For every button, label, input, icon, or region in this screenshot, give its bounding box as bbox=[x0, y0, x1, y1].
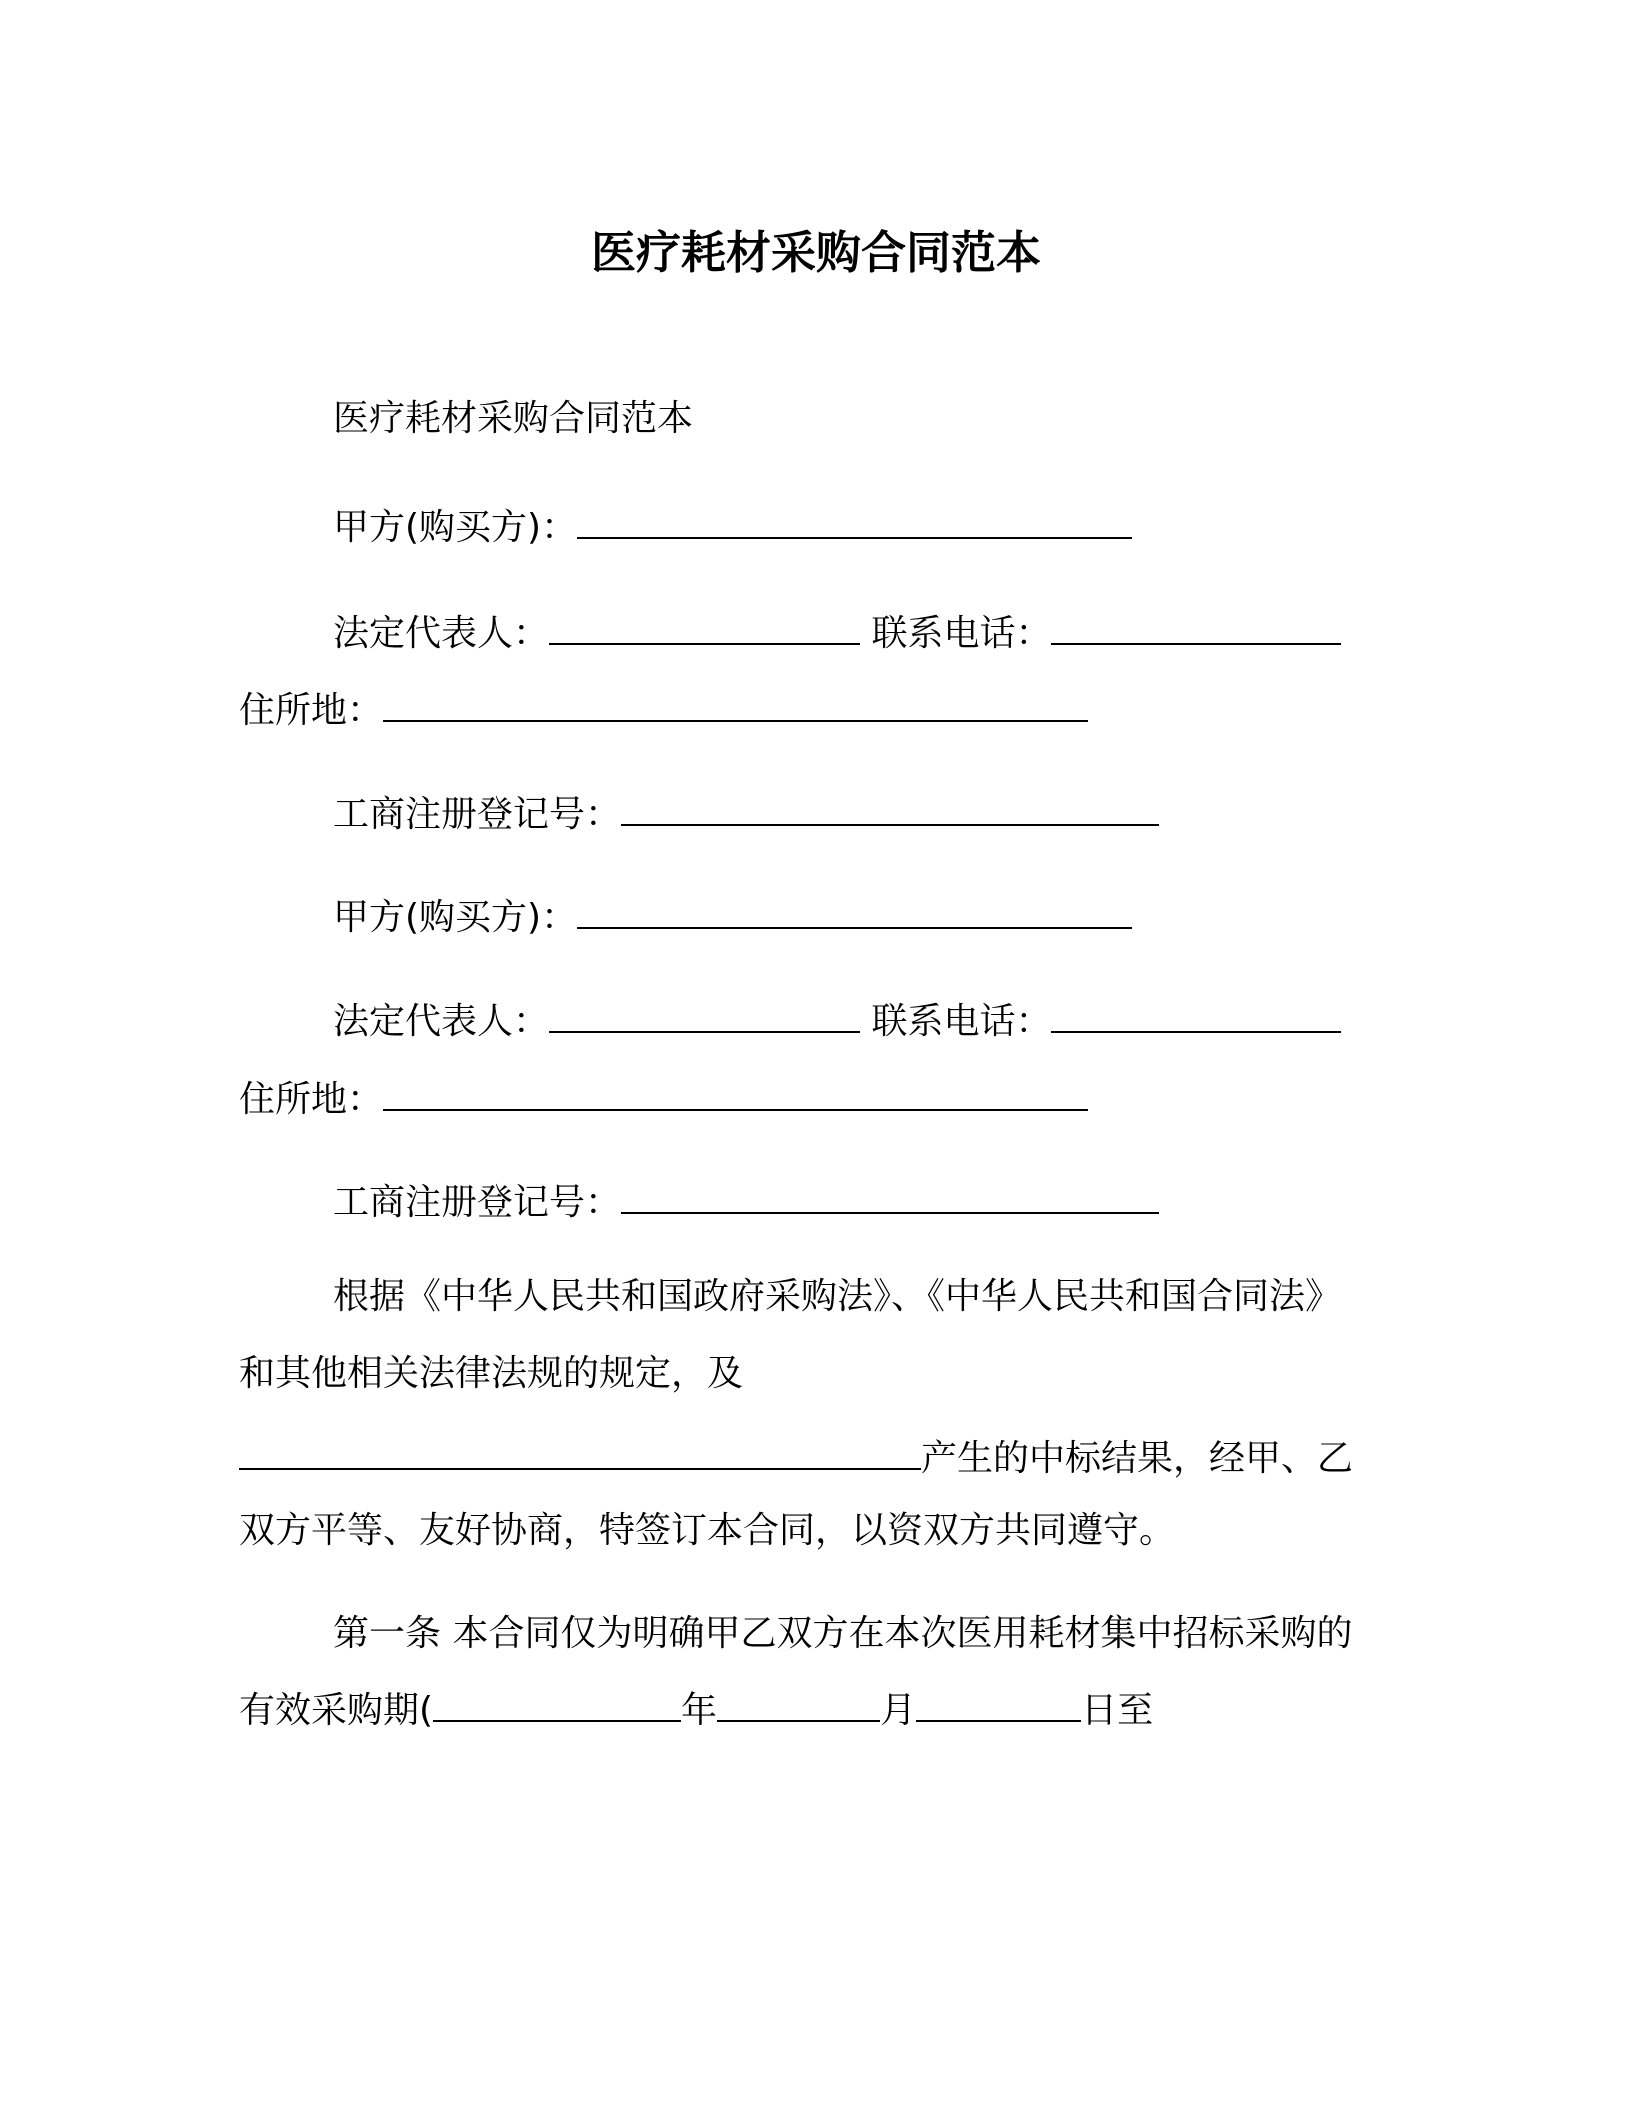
day-blank bbox=[916, 1686, 1081, 1722]
legal-rep-blank bbox=[549, 997, 860, 1033]
article-1-line-1: 第一条 本合同仅为明确甲乙双方在本次医用耗材集中招标采购的 bbox=[333, 1613, 1353, 1654]
phone-label: 联系电话： bbox=[871, 1001, 1052, 1042]
preamble-line-3-text: 产生的中标结果，经甲、乙 bbox=[921, 1438, 1354, 1479]
document-title: 医疗耗材采购合同范本 bbox=[590, 226, 1041, 279]
month-label: 月 bbox=[880, 1690, 917, 1731]
address-label: 住所地： bbox=[239, 1079, 384, 1120]
preamble-line-3 bbox=[239, 1434, 1353, 1482]
registration-line-1 bbox=[333, 790, 1159, 838]
party-a-label: 甲方(购买方)： bbox=[333, 507, 578, 548]
phone-label: 联系电话： bbox=[871, 613, 1052, 654]
phone-blank bbox=[1051, 997, 1341, 1033]
preamble-line-1: 根据《中华人民共和国政府采购法》、《中华人民共和国合同法》 bbox=[333, 1276, 1342, 1317]
registration-blank bbox=[621, 1178, 1159, 1214]
day-to-label: 日至 bbox=[1081, 1690, 1154, 1731]
party-a-blank bbox=[577, 893, 1132, 929]
party-a-blank bbox=[577, 503, 1132, 539]
address-label: 住所地： bbox=[239, 690, 384, 731]
preamble-line-2: 和其他相关法律法规的规定，及 bbox=[239, 1353, 744, 1394]
preamble-line-4: 双方平等、友好协商，特签订本合同，以资双方共同遵守。 bbox=[239, 1510, 1176, 1551]
project-blank bbox=[239, 1434, 921, 1470]
legal-rep-label: 法定代表人： bbox=[333, 613, 550, 654]
month-blank bbox=[717, 1686, 880, 1722]
registration-label: 工商注册登记号： bbox=[333, 794, 622, 835]
address-blank bbox=[383, 686, 1088, 722]
registration-blank bbox=[621, 790, 1159, 826]
article-1-line-2 bbox=[239, 1686, 1153, 1734]
registration-line-2 bbox=[333, 1178, 1159, 1226]
document-subtitle: 医疗耗材采购合同范本 bbox=[333, 398, 694, 439]
registration-label: 工商注册登记号： bbox=[333, 1182, 622, 1223]
legal-rep-label: 法定代表人： bbox=[333, 1001, 550, 1042]
period-label: 有效采购期( bbox=[239, 1690, 434, 1731]
year-blank bbox=[433, 1686, 681, 1722]
legal-rep-line-1 bbox=[333, 609, 1341, 657]
year-label: 年 bbox=[681, 1690, 718, 1731]
party-a-line-2 bbox=[333, 893, 1132, 941]
party-a-line-1 bbox=[333, 503, 1132, 551]
address-blank bbox=[383, 1075, 1088, 1111]
legal-rep-blank bbox=[549, 609, 860, 645]
legal-rep-line-2 bbox=[333, 997, 1341, 1045]
party-a-label: 甲方(购买方)： bbox=[333, 897, 578, 938]
address-line-2 bbox=[239, 1075, 1088, 1123]
phone-blank bbox=[1051, 609, 1341, 645]
address-line-1 bbox=[239, 686, 1088, 734]
